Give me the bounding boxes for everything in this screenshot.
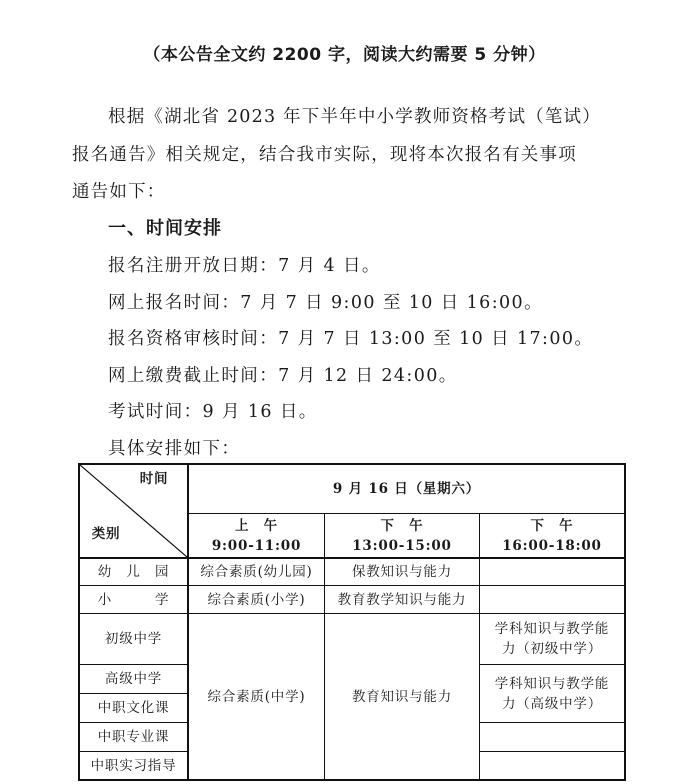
session-1-name: 上 午 bbox=[235, 517, 278, 534]
table-hline-6b bbox=[479, 751, 624, 752]
exam-date: 考试时间：9 月 16 日。 bbox=[108, 402, 318, 422]
category-junior-high: 初级中学 bbox=[104, 631, 163, 647]
category-vocational-practice: 中职实习指导 bbox=[90, 757, 177, 774]
intro-line-3: 通告如下： bbox=[72, 182, 166, 202]
junior-subject-line2: 力（初级中学） bbox=[501, 641, 603, 657]
table-hline-5b bbox=[479, 722, 624, 723]
corner-label-category: 类别 bbox=[91, 526, 121, 542]
payment-deadline: 网上缴费截止时间：7 月 12 日 24:00。 bbox=[108, 366, 458, 386]
cell-middle-school-session1: 综合素质(中学) bbox=[207, 688, 306, 705]
registration-open-date: 报名注册开放日期：7 月 4 日。 bbox=[108, 256, 381, 276]
category-vocational-major: 中职专业课 bbox=[97, 729, 170, 745]
reading-time-note: （本公告全文约 2200 字，阅读大约需要 5 分钟） bbox=[143, 45, 546, 65]
session-2-time: 13:00-15:00 bbox=[352, 537, 452, 554]
cell-kindergarten-session1: 综合素质(幼儿园) bbox=[200, 564, 313, 580]
qualification-review-time: 报名资格审核时间：7 月 7 日 13:00 至 10 日 17:00。 bbox=[108, 329, 594, 349]
cell-primary-session1: 综合素质(小学) bbox=[207, 591, 306, 608]
category-primary: 小 学 bbox=[97, 591, 170, 608]
cell-junior-high-session3 bbox=[480, 614, 624, 664]
intro-line-1: 根据《湖北省 2023 年下半年中小学教师资格考试（笔试） bbox=[108, 107, 601, 127]
session-3-name: 下 午 bbox=[530, 517, 574, 534]
cell-middle-school-session2: 教育知识与能力 bbox=[351, 688, 453, 705]
category-senior-high: 高级中学 bbox=[104, 671, 163, 687]
session-2-name: 下 午 bbox=[380, 517, 424, 534]
session-header-1 bbox=[189, 514, 324, 557]
schedule-intro: 具体安排如下： bbox=[108, 439, 241, 459]
online-registration-time: 网上报名时间：7 月 7 日 9:00 至 10 日 16:00。 bbox=[108, 293, 543, 313]
exam-schedule-table bbox=[78, 463, 626, 781]
section-heading-schedule: 一、时间安排 bbox=[108, 218, 222, 239]
session-3-time: 16:00-18:00 bbox=[502, 537, 602, 554]
junior-subject-line1: 学科知识与教学能 bbox=[494, 621, 610, 637]
category-vocational-culture: 中职文化课 bbox=[97, 700, 170, 716]
cell-senior-high-session3 bbox=[480, 665, 624, 722]
cell-primary-session2: 教育教学知识与能力 bbox=[337, 591, 467, 608]
senior-subject-line1: 学科知识与教学能 bbox=[494, 675, 610, 692]
date-header: 9 月 16 日（星期六） bbox=[332, 481, 481, 497]
session-header-3 bbox=[480, 514, 624, 557]
session-header-2 bbox=[325, 514, 479, 557]
intro-line-2: 报名通告》相关规定，结合我市实际，现将本次报名有关事项 bbox=[72, 145, 577, 165]
cell-kindergarten-session2: 保教知识与能力 bbox=[351, 564, 453, 580]
session-1-time: 9:00-11:00 bbox=[211, 537, 302, 554]
corner-label-time: 时间 bbox=[139, 471, 169, 487]
category-kindergarten: 幼 儿 园 bbox=[97, 564, 170, 580]
senior-subject-line2: 力（高级中学） bbox=[501, 695, 603, 712]
